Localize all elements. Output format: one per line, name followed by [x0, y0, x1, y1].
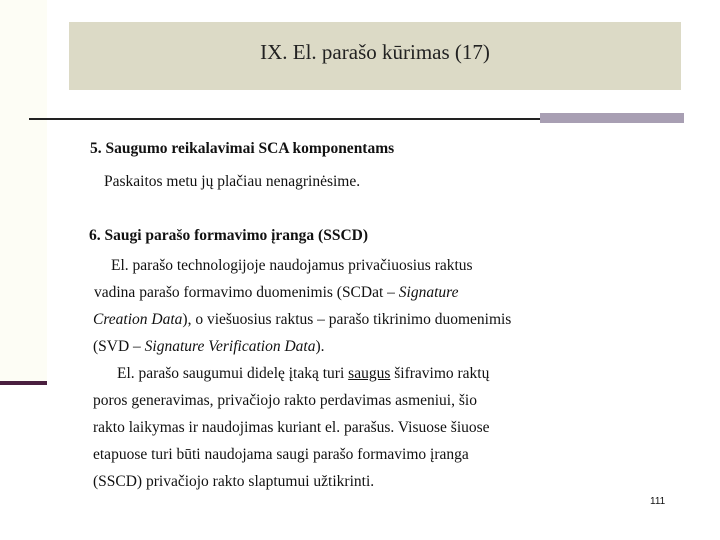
- paragraph-line: etapuose turi būti naudojama saugi parašo formavimo įranga: [93, 446, 469, 463]
- term-italic: Signature Verification Data: [144, 338, 316, 355]
- term-italic: Signature: [398, 284, 459, 301]
- paragraph-line: [94, 285, 458, 301]
- section5-heading: 5. Saugumo reikalavimai SCA komponentams: [90, 140, 395, 157]
- term-underlined: saugus: [348, 365, 391, 382]
- page-number: 111: [650, 496, 666, 507]
- paragraph-line: [117, 366, 489, 382]
- paragraph-line: (SSCD) privačiojo rakto slaptumui užtikrinti.: [93, 473, 375, 490]
- term-italic: Creation Data: [93, 311, 183, 328]
- paragraph-line: [93, 339, 325, 355]
- paragraph-line: poros generavimas, privačiojo rakto perdavimas asmeniui, šio: [93, 392, 477, 409]
- paragraph-text: ), o viešuosius raktus – parašo tikrinimo duomenimis: [182, 311, 512, 328]
- paragraph-text: El. parašo saugumui didelę įtaką turi: [117, 365, 349, 382]
- section5-text: Paskaitos metu jų plačiau nenagrinėsime.: [104, 173, 361, 190]
- paragraph-text: ).: [315, 338, 325, 355]
- paragraph-text: vadina parašo formavimo duomenimis (SCDat –: [94, 284, 399, 301]
- left-margin-accent: [0, 381, 47, 385]
- paragraph-line: [93, 312, 511, 328]
- left-margin-panel: [0, 0, 47, 381]
- slide-title: IX. El. parašo kūrimas (17): [260, 40, 490, 64]
- paragraph-line: El. parašo technologijoje naudojamus privačiuosius raktus: [111, 257, 473, 274]
- paragraph-text: šifravimo raktų: [390, 365, 490, 382]
- section6-heading: 6. Saugi parašo formavimo įranga (SSCD): [89, 227, 369, 244]
- paragraph-text: (SVD –: [93, 338, 145, 355]
- divider-accent-block: [540, 113, 684, 123]
- paragraph-line: rakto laikymas ir naudojimas kuriant el. parašus. Visuose šiuose: [93, 419, 490, 436]
